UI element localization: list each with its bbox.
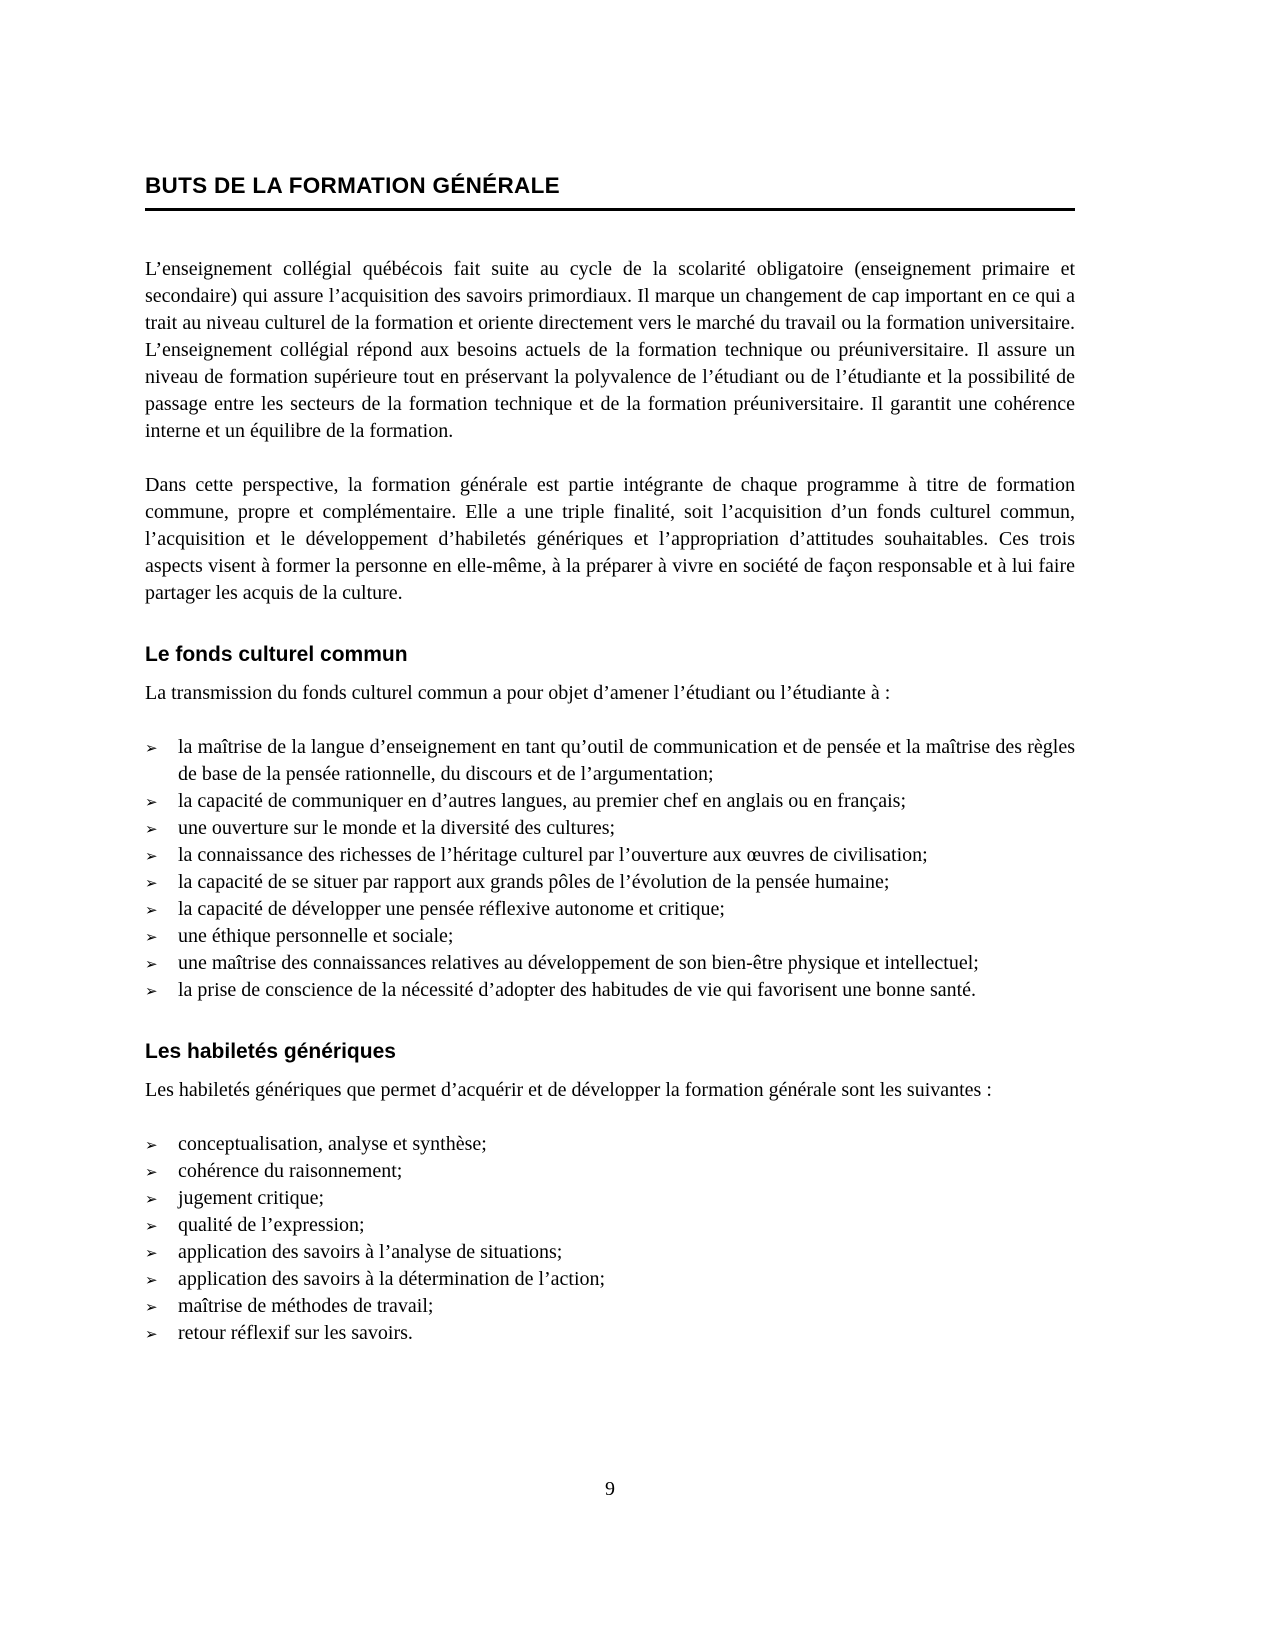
- title-rule: [145, 208, 1075, 211]
- page-content: [145, 0, 1075, 1347]
- arrow-bullet-icon: ➢: [145, 1136, 158, 1154]
- arrow-bullet-icon: ➢: [145, 982, 158, 1000]
- arrow-bullet-icon: ➢: [145, 1325, 158, 1343]
- list-item-text: la connaissance des richesses de l’héritage culturel par l’ouverture aux œuvres de civilisation;: [178, 844, 928, 866]
- bullet-list-habiletes-generiques: [145, 1131, 1075, 1347]
- list-item-text: une ouverture sur le monde et la diversité des cultures;: [178, 817, 616, 839]
- arrow-bullet-icon: ➢: [145, 793, 158, 811]
- list-item-text: qualité de l’expression;: [178, 1214, 365, 1236]
- list-item-text: retour réflexif sur les savoirs.: [178, 1322, 413, 1344]
- section-lead-habiletes-generiques: Les habiletés génériques que permet d’acquérir et de développer la formation générale sont les suivantes :: [145, 1079, 992, 1101]
- list-item: [145, 869, 1075, 896]
- list-item-text: une maîtrise des connaissances relatives au développement de son bien-être physique et intellectuel;: [178, 952, 979, 974]
- arrow-bullet-icon: ➢: [145, 955, 158, 973]
- arrow-bullet-icon: ➢: [145, 901, 158, 919]
- page-number: 9: [605, 1478, 615, 1500]
- list-item: [145, 1212, 1075, 1239]
- list-item: [145, 923, 1075, 950]
- arrow-bullet-icon: ➢: [145, 1217, 158, 1235]
- list-item: [145, 842, 1075, 869]
- list-item: [145, 1185, 1075, 1212]
- list-item-text: une éthique personnelle et sociale;: [178, 925, 454, 947]
- list-item: [145, 977, 1075, 1004]
- arrow-bullet-icon: ➢: [145, 1298, 158, 1316]
- arrow-bullet-icon: ➢: [145, 820, 158, 838]
- list-item: [145, 950, 1075, 977]
- arrow-bullet-icon: ➢: [145, 1271, 158, 1289]
- section-lead-fonds-culturel: La transmission du fonds culturel commun a pour objet d’amener l’étudiant ou l’étudiante à :: [145, 682, 891, 704]
- arrow-bullet-icon: ➢: [145, 847, 158, 865]
- arrow-bullet-icon: ➢: [145, 1190, 158, 1208]
- arrow-bullet-icon: ➢: [145, 874, 158, 892]
- list-item: [145, 788, 1075, 815]
- arrow-bullet-icon: ➢: [145, 739, 158, 757]
- list-item-text: la capacité de développer une pensée réflexive autonome et critique;: [178, 898, 725, 920]
- list-item: [145, 1293, 1075, 1320]
- list-item-text: cohérence du raisonnement;: [178, 1160, 403, 1182]
- bullet-list-fonds-culturel: [145, 734, 1075, 1004]
- list-item: [145, 896, 1075, 923]
- section-heading-fonds-culturel: Le fonds culturel commun: [145, 643, 408, 666]
- list-item-text: conceptualisation, analyse et synthèse;: [178, 1133, 487, 1155]
- arrow-bullet-icon: ➢: [145, 928, 158, 946]
- list-item-text: maîtrise de méthodes de travail;: [178, 1295, 434, 1317]
- list-item: [145, 1131, 1075, 1158]
- page-title: BUTS DE LA FORMATION GÉNÉRALE: [145, 173, 560, 198]
- list-item: [145, 734, 1075, 788]
- section-heading-habiletes-generiques: Les habiletés génériques: [145, 1040, 396, 1063]
- list-item-text: application des savoirs à la détermination de l’action;: [178, 1268, 606, 1290]
- list-item: [145, 1266, 1075, 1293]
- list-item-text: la capacité de communiquer en d’autres langues, au premier chef en anglais ou en français;: [178, 790, 907, 812]
- list-item-text: jugement critique;: [178, 1187, 325, 1209]
- list-item-text: la capacité de se situer par rapport aux grands pôles de l’évolution de la pensée humaine;: [178, 871, 890, 893]
- arrow-bullet-icon: ➢: [145, 1244, 158, 1262]
- list-item-text: la prise de conscience de la nécessité d’adopter des habitudes de vie qui favorisent une bonne santé.: [178, 979, 977, 1001]
- list-item-text: la maîtrise de la langue d’enseignement en tant qu’outil de communication et de pensée et la maîtrise des règles de base de la pensée rationnelle, du discours et de l’argumentation;: [178, 736, 1075, 785]
- intro-paragraph-2: Dans cette perspective, la formation générale est partie intégrante de chaque programme à titre de formation commune, propre et complémentaire. Elle a une triple finalité, soit l’acquisition d’un fonds culturel commun, l’acquisition et le développement d’habiletés génériques et l’appropriation d’attitudes souhaitables. Ces trois aspects visent à former la personne en elle-même, à la préparer à vivre en société de façon responsable et à lui faire partager les acquis de la culture.: [145, 474, 1075, 604]
- list-item: [145, 1239, 1075, 1266]
- list-item: [145, 815, 1075, 842]
- list-item: [145, 1158, 1075, 1185]
- arrow-bullet-icon: ➢: [145, 1163, 158, 1181]
- list-item-text: application des savoirs à l’analyse de situations;: [178, 1241, 563, 1263]
- intro-paragraph-1: L’enseignement collégial québécois fait suite au cycle de la scolarité obligatoire (enseignement primaire et secondaire) qui assure l’acquisition des savoirs primordiaux. Il marque un changement de cap important en ce qui a trait au niveau culturel de la formation et oriente directement vers le marché du travail ou la formation universitaire. L’enseignement collégial répond aux besoins actuels de la formation technique ou préuniversitaire. Il assure un niveau de formation supérieure tout en préservant la polyvalence de l’étudiant ou de l’étudiante et la possibilité de passage entre les secteurs de la formation technique et de la formation préuniversitaire. Il garantit une cohérence interne et un équilibre de la formation.: [145, 258, 1075, 442]
- list-item: [145, 1320, 1075, 1347]
